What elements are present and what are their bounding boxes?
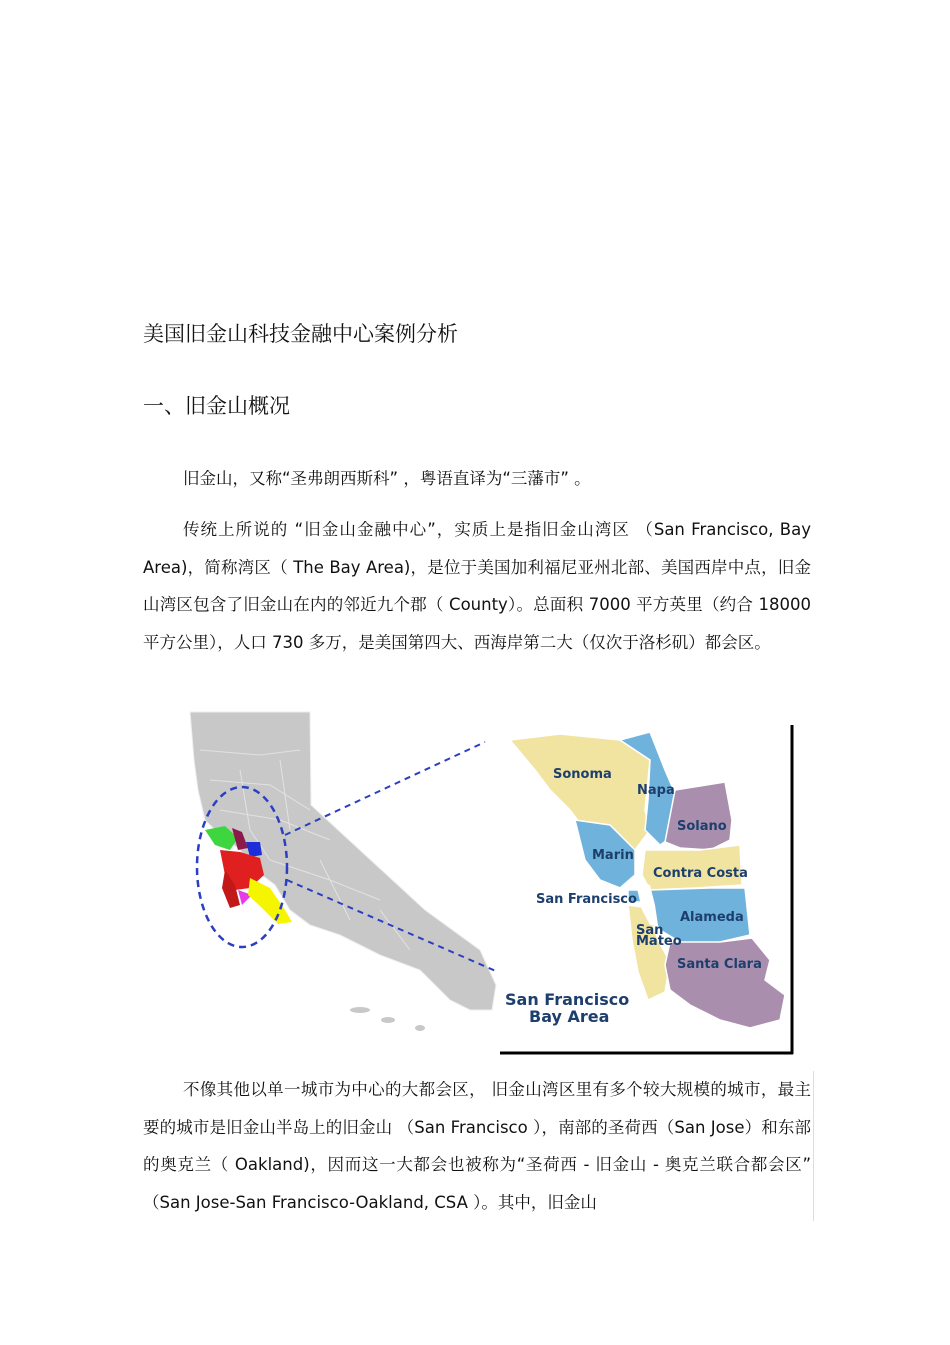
map-title-line1: San Francisco bbox=[505, 990, 630, 1009]
label-solano: Solano bbox=[677, 819, 727, 834]
label-alameda: Alameda bbox=[680, 910, 744, 925]
paragraph-2: 传统上所说的 “旧金山金融中心”，实质上是指旧金山湾区 （San Francisco, Bay Area)，简称湾区（ The Bay Area)，是位于美国加利福尼亚州北部、美国西岸中点，旧金山湾区包含了旧金山在内的邻近九个郡（ County）。总面积 7000 平方英里（约合 18000 平方公里），人口 730 多万，是美国第四大、西海岸第二大（仅次于洛杉矶）都会区。 bbox=[143, 520, 811, 652]
label-santa-clara: Santa Clara bbox=[677, 957, 762, 972]
label-san-mateo-line2: Mateo bbox=[636, 934, 682, 949]
section-heading: 一、旧金山概况 bbox=[143, 394, 290, 418]
paragraph-1: 旧金山，又称“圣弗朗西斯科” ，粤语直译为“三藩市” 。 bbox=[183, 469, 591, 488]
paragraph-3: 不像其他以单一城市为中心的大都会区， 旧金山湾区里有多个较大规模的城市，最主要的城市是旧金山半岛上的旧金山 （San Francisco ），南部的圣荷西（San Jose）和东部的奥克兰（ Oakland)，因而这一大都会也被称为“圣荷西 - 旧金山 - 奥克兰联合都会区” （San Jose-San Francisco-Oakland, CSA ）。其中，旧金山 bbox=[143, 1071, 814, 1221]
label-san-mateo-line1: San bbox=[636, 923, 664, 938]
document-title: 美国旧金山科技金融中心案例分析 bbox=[143, 322, 458, 346]
label-marin: Marin bbox=[592, 848, 634, 863]
county-santa-clara bbox=[665, 938, 785, 1028]
label-contra-costa: Contra Costa bbox=[653, 866, 748, 881]
label-sonoma: Sonoma bbox=[553, 767, 612, 782]
bay-area-map-figure bbox=[180, 710, 800, 1060]
label-napa: Napa bbox=[637, 783, 675, 798]
map-title-line2: Bay Area bbox=[529, 1007, 610, 1026]
label-san-francisco: San Francisco bbox=[536, 892, 637, 907]
county-solano bbox=[665, 782, 732, 850]
